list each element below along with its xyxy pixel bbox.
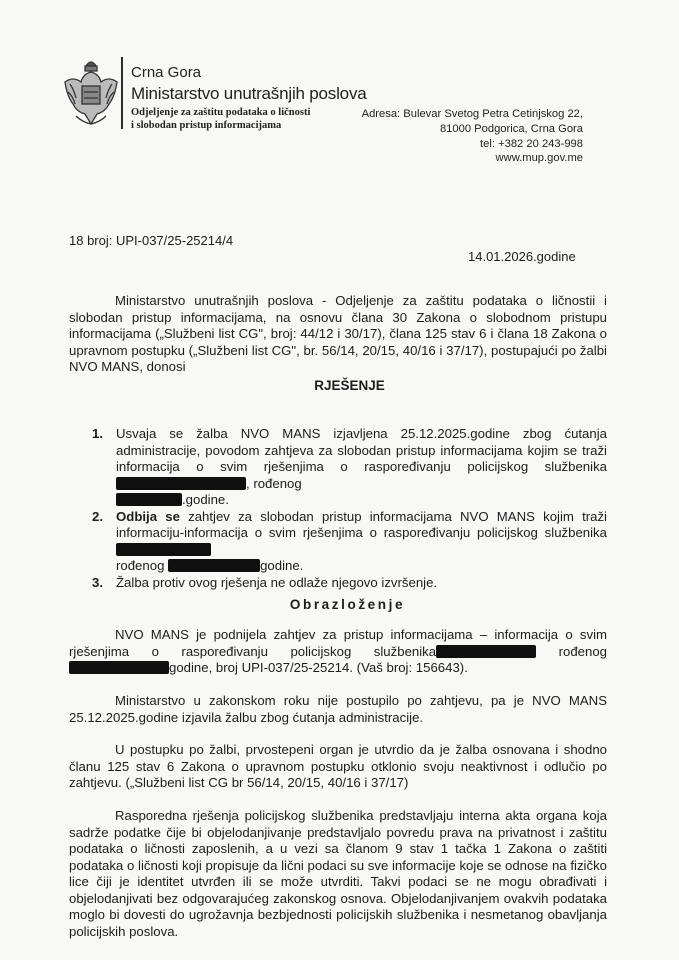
- item-text: rođenog: [116, 558, 169, 573]
- decision-item-2: [92, 509, 607, 575]
- preamble: Ministarstvo unutrašnjih poslova - Odjeljenje za zaštitu podataka o ličnostii i slobodan pristup informacijama, na osnovu člana 30 Zakona o slobodnom pristupu informacijama („Službeni list CG", broj: 44/12 i 30/17), člana 125 stav 6 i člana 18 Zakona o upravnom postupku („Službeni list CG", br. 56/14, 20/15, 40/16 i 37/17), postupajući po žalbi NVO MANS, donosi: [69, 293, 607, 374]
- paragraph-text: godine, broj UPI-037/25-25214. (Vaš broj: 156643).: [169, 660, 468, 675]
- decision-item-1: [92, 426, 607, 509]
- address-city: 81000 Podgorica, Crna Gora: [439, 122, 583, 135]
- department-line-2: i slobodan pristup informacijama: [131, 119, 282, 131]
- decision-item-3: [92, 575, 607, 592]
- item-text: zahtjev za slobodan pristup informacijama NVO MANS kojim traži informaciju-informacija o svim rješenjima o raspoređivanju policijskog službenika: [116, 508, 607, 540]
- reasoning-paragraph-2: Ministarstvo u zakonskom roku nije postupilo po zahtjevu, pa je NVO MANS 25.12.2025.godine izjavila žalbu zbog ćutanja administracije.: [69, 693, 607, 725]
- reference-number: 18 broj: UPI-037/25-25214/4: [69, 233, 234, 248]
- department-name: [131, 107, 310, 132]
- redaction-bar: [69, 661, 169, 674]
- item-text: .godine.: [182, 492, 229, 507]
- redaction-bar: [436, 645, 536, 658]
- item-text: godine.: [260, 558, 304, 573]
- reasoning-paragraph-3: U postupku po žalbi, prvostepeni organ je utvrdio da je žalba osnovana i shodno članu 125 stav 6 Zakona o upravnom postupku otklonio svoju neaktivnost i odlučio po zahtjevu. („Službeni list CG br 56/14, 20/15, 40/16 i 37/17): [69, 742, 607, 790]
- paragraph-text: NVO MANS je podnijela zahtjev za pristup informacijama – informacija o svim rješenjima o raspoređivanju policijskog službenika: [69, 627, 607, 659]
- redaction-bar: [116, 477, 246, 490]
- address-street: Adresa: Bulevar Svetog Petra Cetinjskog 22,: [361, 108, 583, 120]
- reasoning-paragraph-4: Rasporedna rješenja policijskog službenika predstavljaju interna akta organa koja sadrže podatke čije bi objelodanjivanje predstavljalo povredu prava na privatnost i zaštitu podataka o ličnosti zaposlenih, a u vezi sa članom 9 stav 1 tačka 1 Zakona o zaštiti podataka o ličnosti koji propisuje da lični podaci su sve informacije koje se odnose na fizičko lice čiji je identitet utvrđen ili se može utvrditi. Takvi podaci se ne mogu obrađivati i objelodanjivati bez odgovarajućeg zakonskog osnova. Objelodanjivanjem ovakvih podataka moglo bi dovesti do ugrožavnja bezbjednosti policijskih službenika i nesmetanog obavljanja policijskih poslova.: [69, 808, 607, 939]
- reasoning-paragraph-1: [69, 627, 607, 677]
- item-text: , rođenog: [246, 475, 302, 491]
- address-block: [362, 107, 583, 166]
- item-number: 2.: [92, 508, 103, 524]
- paragraph-text: rođenog: [536, 643, 607, 659]
- item-number: 3.: [92, 574, 103, 590]
- item-text: Žalba protiv ovog rješenja ne odlaže njegovo izvršenje.: [116, 574, 438, 590]
- item-text: Usvaja se žalba NVO MANS izjavljena 25.12.2025.godine zbog ćutanja administracije, povodom zahtjeva za slobodan pristup informacijama kojim se traži informacija o svim rješenjima o raspoređivanju policijskog službenika: [116, 426, 607, 474]
- decision-title: RJEŠENJE: [314, 378, 385, 393]
- header-divider: [121, 57, 123, 129]
- redaction-bar: [168, 559, 260, 572]
- redaction-bar: [116, 493, 182, 506]
- document-date: 14.01.2026.godine: [468, 249, 576, 264]
- website: www.mup.gov.me: [495, 152, 583, 165]
- item-number: 1.: [92, 426, 103, 441]
- ministry-name: Ministarstvo unutrašnjih poslova: [131, 84, 367, 103]
- phone: tel: +382 20 243-998: [480, 137, 583, 150]
- reasoning-title: Obrazloženje: [289, 597, 406, 612]
- montenegro-coat-of-arms-icon: [62, 56, 120, 130]
- country-name: Crna Gora: [131, 64, 202, 81]
- item-bold-lead: Odbija se: [116, 508, 180, 524]
- redaction-bar: [116, 543, 211, 556]
- department-line-1: Odjeljenje za zaštitu podataka o ličnosti: [131, 107, 311, 118]
- decision-list: [92, 426, 607, 591]
